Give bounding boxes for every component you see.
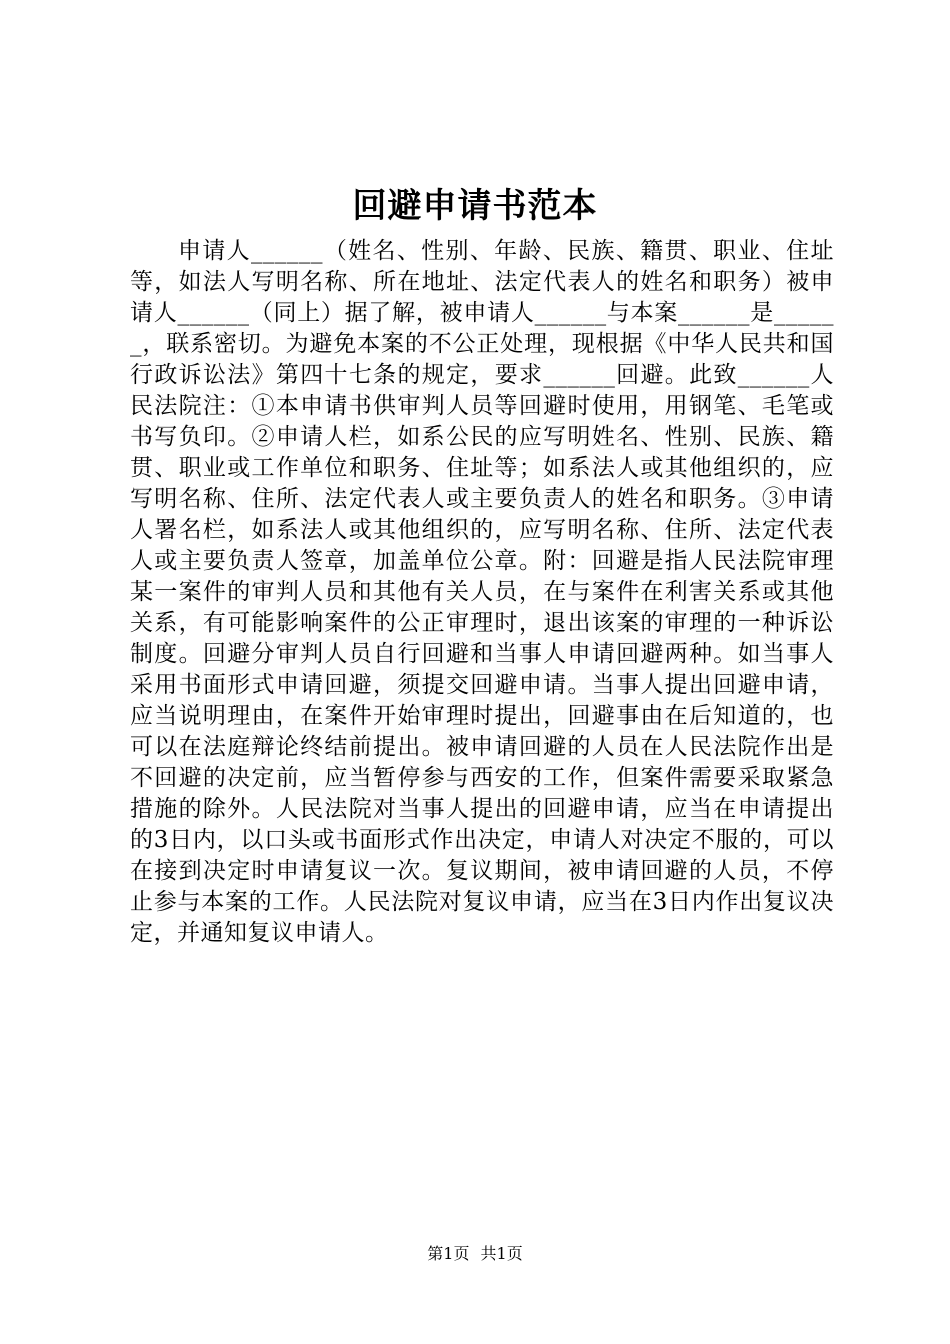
document-body: 申请人______（姓名、性别、年龄、民族、籍贯、职业、住址等，如法人写明名称、所在地址、法定代表人的姓名和职务）被申请人______（同上）据了解，被申请人______与本案______是______，联系密切。为避免本案的不公正处理，现根据《中华人民共和国行政诉讼法》第四十七条的规定，要求______回避。此致______人民法院注：①本申请书供审判人员等回避时使用，用钢笔、毛笔或书写负印。②申请人栏，如系公民的应写明姓名、性别、民族、籍贯、职业或工作单位和职务、住址等；如系法人或其他组织的，应写明名称、住所、法定代表人或主要负责人的姓名和职务。③申请人署名栏，如系法人或其他组织的，应写明名称、住所、法定代表人或主要负责人签章，加盖单位公章。附：回避是指人民法院审理某一案件的审判人员和其他有关人员，在与案件在利害关系或其他关系，有可能影响案件的公正审理时，退出该案的审理的一种诉讼制度。回避分审判人员自行回避和当事人申请回避两种。如当事人采用书面形式申请回避，须提交回避申请。当事人提出回避申请，应当说明理由，在案件开始审理时提出，回避事由在后知道的，也可以在法庭辩论终结前提出。被申请回避的人员在人民法院作出是不回避的决定前，应当暂停参与西安的工作，但案件需要采取紧急措施的除外。人民法院对当事人提出的回避申请，应当在申请提出的3日内，以口头或书面形式作出决定，申请人对决定不服的，可以在接到决定时申请复议一次。复议期间，被申请回避的人员，不停止参与本案的工作。人民法院对复议申请，应当在3日内作出复议决定，并通知复议申请人。 (130, 238, 834, 946)
page-number-current: 第1页 (427, 1244, 470, 1263)
page-number-total: 共1页 (480, 1244, 523, 1263)
document-title: 回避申请书范本 (352, 186, 598, 226)
page-footer (0, 1243, 950, 1265)
